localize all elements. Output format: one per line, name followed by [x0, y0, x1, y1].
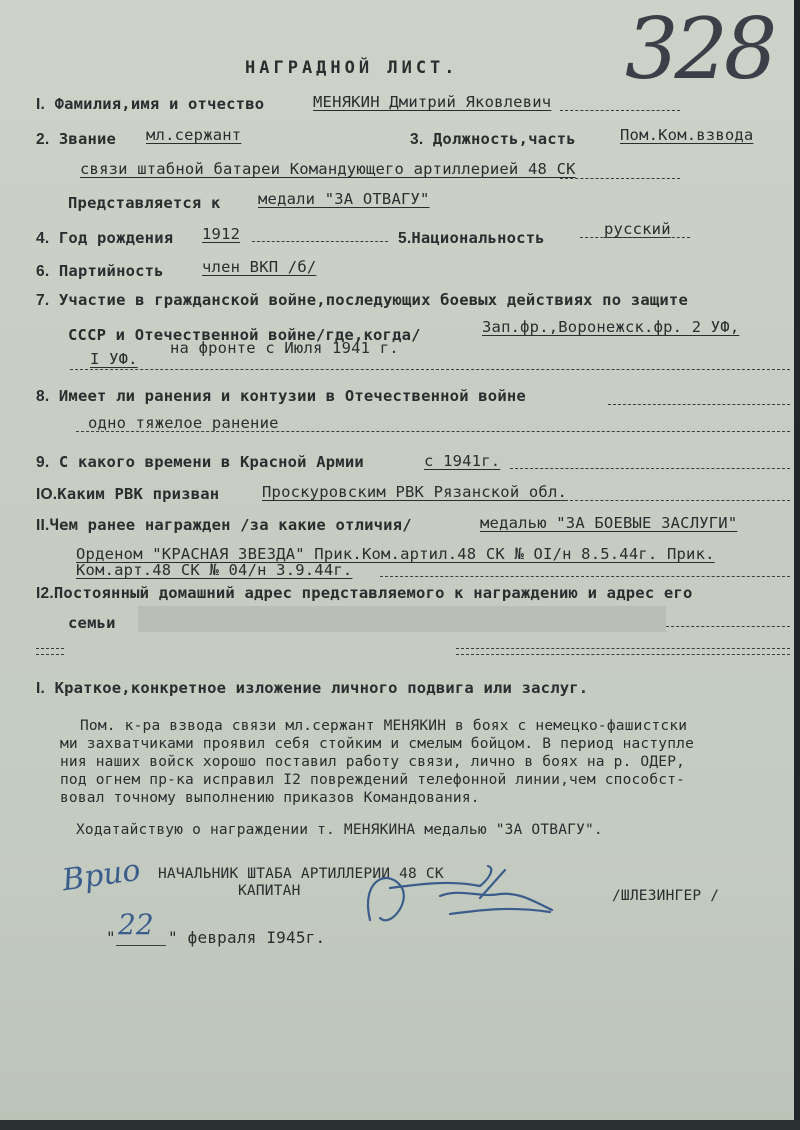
signer-position: НАЧАЛЬНИК ШТАБА АРТИЛЛЕРИИ 48 СК [158, 866, 444, 882]
field-label-name: Фамилия,имя и отчество [54, 95, 265, 113]
separator-short [36, 648, 64, 655]
field-label-prev-awards: Чем ранее награжден /за какие отличия/ [49, 516, 412, 534]
field-value-fronts-cont: I УФ. [90, 350, 138, 368]
field-value-front-since: на фронте с Июля 1941 г. [170, 339, 399, 357]
date-open-quote: " [106, 928, 116, 947]
field-label-position: Должность,часть [432, 130, 576, 148]
fill-line [666, 626, 790, 627]
item-number: 6. [36, 263, 50, 280]
field-label-rank: Звание [58, 130, 117, 148]
field-value-wounds: одно тяжелое ранение [88, 414, 279, 432]
field-value-fronts: Зап.фр.,Воронежск.фр. 2 УФ, [482, 318, 740, 336]
item-number: IO. [36, 486, 58, 503]
field-label-service-since: С какого времени в Красной Армии [58, 453, 364, 471]
field-value-service-since: с 1941г. [424, 452, 501, 470]
field-label-participation-cont: СССР и Отечественной войне/где,когда/ [68, 326, 421, 344]
date-day-line [116, 945, 166, 946]
field-label-participation: Участие в гражданской войне,последующих боевых действиях по защите [58, 291, 688, 309]
item-number: 9. [36, 454, 50, 471]
narrative-line: Пом. к-ра взвода связи мл.сержант МЕНЯКИН в боях с немецко-фашистски [80, 718, 688, 734]
fill-line [560, 178, 680, 179]
fill-line [76, 431, 790, 432]
date-rest: " февраля I945г. [168, 928, 326, 947]
signer-rank: КАПИТАН [238, 883, 301, 899]
petition-line: Ходатайствую о награждении т. МЕНЯКИНА медалью "ЗА ОТВАГУ". [76, 822, 603, 838]
fill-line [70, 369, 790, 370]
item-number: 4. [36, 230, 50, 247]
handwritten-vrio: Врио [59, 852, 143, 899]
fill-line [252, 241, 388, 242]
item-number: I2. [36, 585, 54, 602]
handwritten-signature [330, 858, 560, 938]
item-number: 2. [36, 131, 50, 148]
field-value-unit: связи штабной батареи Командующего артиллерией 48 СК [80, 160, 576, 178]
separator-long [456, 648, 790, 655]
field-label-rvk: Каким РВК призван [57, 485, 220, 503]
fill-line [510, 468, 790, 469]
field-value-nationality: русский [604, 220, 671, 238]
narrative-line: ми захватчиками проявил себя стойким и смелым бойцом. В период наступле [60, 736, 695, 752]
section-number: I. [36, 680, 46, 697]
field-label-presented: Представляется к [68, 194, 221, 212]
scan-edge-bottom [0, 1120, 800, 1130]
signer-name: /ШЛЕЗИНГЕР / [612, 888, 720, 904]
field-value-award: медали "ЗА ОТВАГУ" [258, 190, 430, 208]
item-number: 5. [398, 230, 412, 247]
fill-line [380, 576, 790, 577]
field-label-family: семьи [68, 614, 116, 632]
fill-line [560, 500, 790, 501]
field-value-name: МЕНЯКИН Дмитрий Яковлевич [313, 93, 552, 111]
item-number: 8. [36, 388, 50, 405]
field-value-prev-award-order-cont: Ком.арт.48 СК № 04/н 3.9.44г. [76, 561, 353, 579]
field-value-prev-award-order: Орденом "КРАСНАЯ ЗВЕЗДА" Прик.Ком.артил.48 СК № OI/н 8.5.44г. Прик. [76, 545, 715, 563]
document-title: НАГРАДНОЙ ЛИСТ. [245, 58, 459, 78]
section-title: Краткое,конкретное изложение личного подвига или заслуг. [54, 679, 589, 697]
item-number: 3. [410, 131, 424, 148]
field-value-party: член ВКП /б/ [202, 258, 317, 276]
narrative-line: ния наших войск хорошо поставил работу связи, лично в боях на р. ОДЕР, [60, 754, 686, 770]
fill-line [608, 404, 790, 405]
field-label-party: Партийность [58, 262, 164, 280]
archive-handwritten-number: 328 [625, 0, 774, 98]
redacted-address [138, 606, 666, 632]
date-day: 22 [118, 908, 154, 941]
field-value-rvk: Проскуровским РВК Рязанской обл. [262, 483, 568, 501]
field-label-nationality: Национальность [411, 229, 545, 247]
item-number: I. [36, 96, 46, 113]
narrative-line: вовал точному выполнению приказов Командования. [60, 790, 480, 806]
item-number: II. [36, 517, 50, 534]
fill-line [580, 237, 690, 238]
field-value-rank: мл.сержант [146, 126, 242, 144]
field-value-birth-year: 1912 [202, 225, 241, 243]
narrative-line: под огнем пр-ка исправил I2 повреждений телефонной линии,чем способст- [60, 772, 686, 788]
field-value-prev-award: медалью "ЗА БОЕВЫЕ ЗАСЛУГИ" [480, 514, 738, 532]
field-label-address: Постоянный домашний адрес представляемого к награждению и адрес его [53, 584, 693, 602]
field-value-position: Пом.Ком.взвода [620, 126, 754, 144]
scan-edge-right [794, 0, 800, 1130]
fill-line [560, 110, 680, 111]
item-number: 7. [36, 292, 50, 309]
field-label-wounds: Имеет ли ранения и контузии в Отечественной войне [58, 387, 526, 405]
field-label-birth-year: Год рождения [58, 229, 174, 247]
